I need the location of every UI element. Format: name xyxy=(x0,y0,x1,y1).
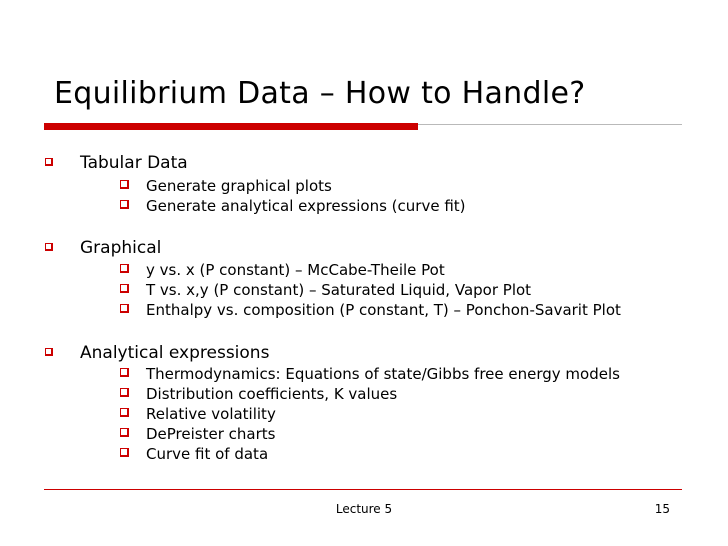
list-item: y vs. x (P constant) – McCabe-Theile Pot xyxy=(146,261,445,279)
bullet-square-icon xyxy=(45,243,53,251)
bullet-square-icon xyxy=(120,200,129,209)
list-item: Thermodynamics: Equations of state/Gibbs free energy models xyxy=(146,365,620,383)
section-heading: Graphical xyxy=(80,238,162,258)
title-underline-accent xyxy=(44,123,418,130)
list-item: T vs. x,y (P constant) – Saturated Liquid, Vapor Plot xyxy=(146,281,532,299)
bullet-square-icon xyxy=(45,348,53,356)
list-item: Generate graphical plots xyxy=(146,177,332,195)
list-item: Relative volatility xyxy=(146,405,276,423)
bullet-square-icon xyxy=(120,448,129,457)
title-underline-rule xyxy=(418,124,682,125)
list-item: Enthalpy vs. composition (P constant, T) – Ponchon-Savarit Plot xyxy=(146,301,621,319)
section-heading: Tabular Data xyxy=(80,153,188,173)
list-item: Generate analytical expressions (curve fit) xyxy=(146,197,466,215)
bullet-square-icon xyxy=(120,180,129,189)
section-heading: Analytical expressions xyxy=(80,343,270,363)
bullet-square-icon xyxy=(120,304,129,313)
bullet-square-icon xyxy=(120,368,129,377)
bullet-square-icon xyxy=(120,264,129,273)
list-item: Distribution coefficients, K values xyxy=(146,385,398,403)
footer-lecture-label: Lecture 5 xyxy=(335,502,393,516)
bullet-square-icon xyxy=(120,388,129,397)
page-number: 15 xyxy=(654,502,670,516)
bullet-square-icon xyxy=(120,408,129,417)
bullet-square-icon xyxy=(45,158,53,166)
slide-title: Equilibrium Data – How to Handle? xyxy=(54,76,586,111)
list-item: DePreister charts xyxy=(146,425,276,443)
footer-divider xyxy=(44,489,682,490)
bullet-square-icon xyxy=(120,428,129,437)
bullet-square-icon xyxy=(120,284,129,293)
list-item: Curve fit of data xyxy=(146,445,269,463)
